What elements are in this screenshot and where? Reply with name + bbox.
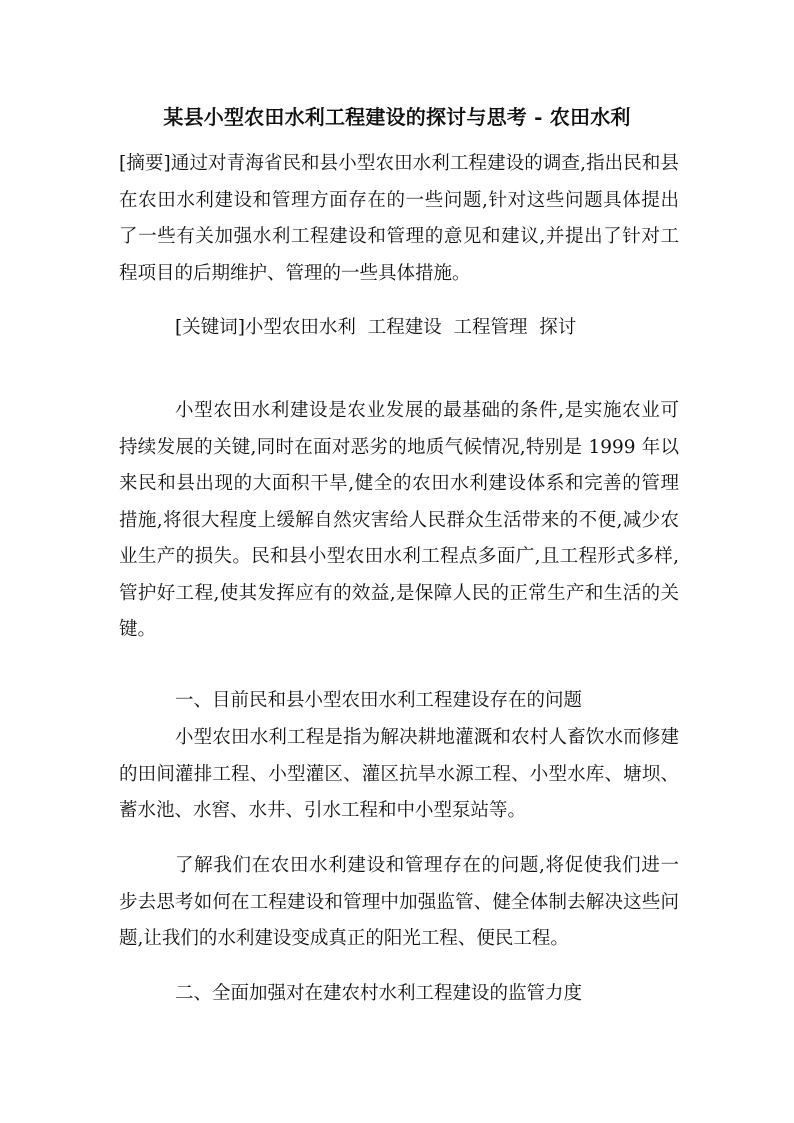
section-heading-2: 二、全面加强对在建农村水利工程建设的监管力度	[175, 983, 583, 1004]
body-paragraph-2: 小型农田水利工程是指为解决耕地灌溉和农村人畜饮水而修建的田间灌排工程、小型灌区、灌区抗旱水源工程、小型水库、塘坝、蓄水池、水窖、水井、引水工程和中小型泵站等。	[119, 727, 679, 821]
section-heading-1: 一、目前民和县小型农田水利工程建设存在的问题	[175, 690, 583, 711]
body-paragraph-3: 了解我们在农田水利建设和管理存在的问题,将促使我们进一步去思考如何在工程建设和管理中加强监管、健全体制去解决这些问题,让我们的水利建设变成真正的阳光工程、便民工程。	[119, 855, 679, 949]
abstract-paragraph: [摘要]通过对青海省民和县小型农田水利工程建设的调查,指出民和县在农田水利建设和管理方面存在的一些问题,针对这些问题具体提出了一些有关加强水利工程建设和管理的意见和建议,并提出了针对工程项目的后期维护、管理的一些具体措施。	[119, 153, 679, 284]
keywords-line: [关键词]小型农田水利 工程建设 工程管理 探讨	[175, 317, 577, 338]
document-title: 某县小型农田水利工程建设的探讨与思考 - 农田水利	[163, 105, 631, 129]
body-paragraph-1: 小型农田水利建设是农业发展的最基础的条件,是实施农业可持续发展的关键,同时在面对恶劣的地质气候情况,特别是 1999 年以来民和县出现的大面积干旱,健全的农田水利建设体系和完善的管理措施,将很大程度上缓解自然灾害给人民群众生活带来的不便,减少农业生产的损失。民和县小型农田水利工程点多面广,且工程形式多样,管护好工程,使其发挥应有的效益,是保障人民的正常生产和生活的关键。	[119, 400, 679, 640]
